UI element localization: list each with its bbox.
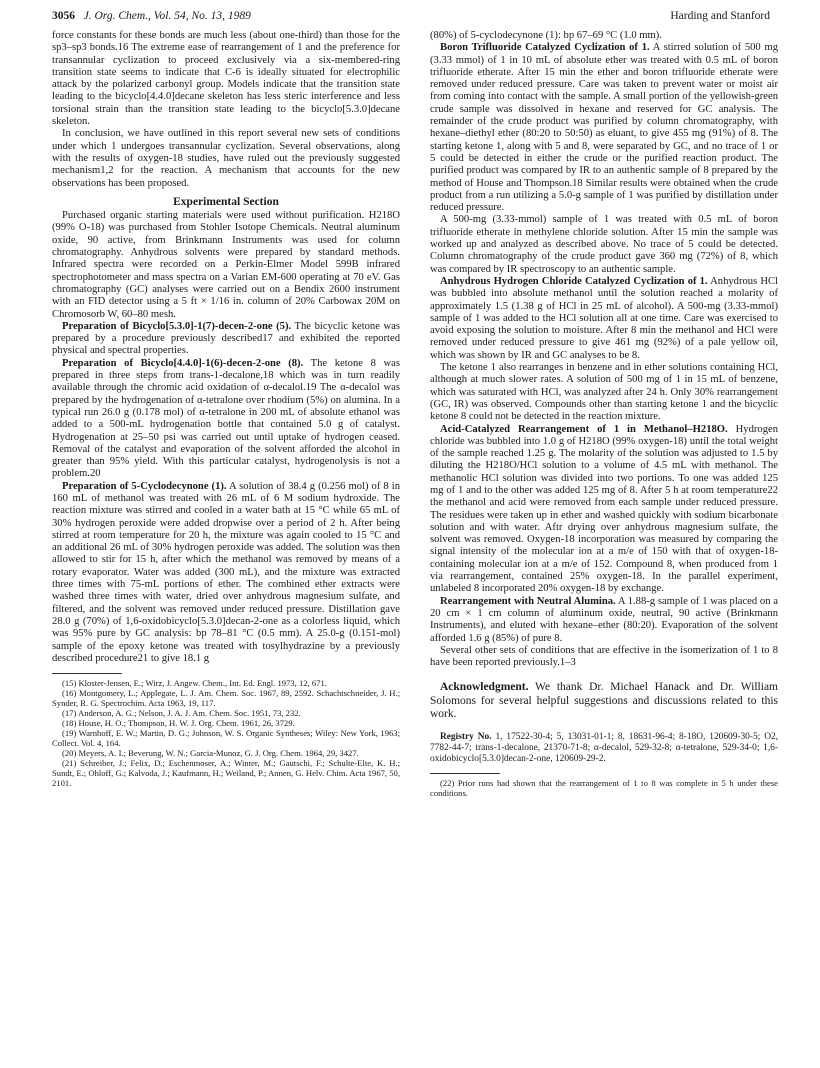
hcl-text: Anhydrous HCl was bubbled into absolute methanol until the solution reached a molarity of approximately 1.5 (1.38 g of HCl in 25 mL of alcohol). A 500-mg (3.33-mmol) sample of 1 was added to the HCl solution all at one time. Care was exercised to avoid exposing the solution to moisture. After 8 min the methanol and HCl were removed under reduced pressure to give 461 mg (92%) of a pale yellow oil, which was shown by IR and GC analyses to be 8.: [430, 275, 779, 361]
paragraph-prep-bicyclo-440: [52, 358, 400, 481]
paragraph-hcl-cyclization: [430, 276, 778, 362]
section-heading-experimental: Experimental Section: [173, 195, 279, 208]
paragraph-bf3-second-run: A 500-mg (3.33-mmol) sample of 1 was treated with 0.5 mL of boron trifluoride etherate in methylene chloride solution. After 15 min the sample was worked up and analyzed as described above. No trace of 5 could be detected. Column chromatography of the crude product gave 360 mg (72%) of 8, which was compared by IR spectroscopy to an authentic sample.: [430, 214, 778, 275]
left-column: [52, 30, 400, 788]
registry-text: 1, 17522-30-4; 5, 13031-01-1; 8, 18631-96-4; 8-18O, 120609-30-5; O2, 7782-44-7; trans-1-decalone, 21370-71-8; α-decalol, 529-32-8; α-tetralone, 529-34-0; 1,6-oxidobicyclo[5.3.0]decan-2-one, 120609-29-2.: [430, 731, 778, 764]
paragraph-intro-1: force constants for these bonds are much less (about one-third) than those for the sp3–sp3 bonds.16 The extreme ease of rearrangement of 1 and the preference for transannular cyclization to proceed exclusively via a six-membered-ring transition state seems to indicate that C-6 is ideally situated for electrophilic attack by the polarized carbonyl group. Models indicate that the transition state leading to the bicyclo[4.4.0]decane skeleton has less steric interference and less torsional strain than the transition state leading to the bicyclo[5.3.0]decane skeleton.: [52, 30, 400, 128]
run-in-title-hcl: Anhydrous Hydrogen Chloride Catalyzed Cyclization of 1.: [440, 275, 708, 287]
page-number: 3056: [52, 10, 75, 22]
footnote-rule-right: [430, 773, 500, 774]
footnote-20: (20) Meyers, A. I.; Beverung, W. N.; Garcia-Munoz, G. J. Org. Chem. 1964, 29, 3427.: [62, 748, 359, 759]
paragraph-continuation: (80%) of 5-cyclodecynone (1): bp 67–69 °C (1.0 mm).: [430, 30, 662, 41]
header-left: [52, 8, 251, 24]
footnote-rule: [52, 673, 122, 674]
paragraph-alumina: [430, 596, 778, 645]
footnote-18: (18) House, H. O.; Thompson, H. W. J. Org. Chem. 1961, 26, 3729.: [62, 718, 295, 729]
footnote-16: (16) Montgomery, L.; Applegate, L. J. Am. Chem. Soc. 1967, 89, 2592. Schachtschneider, J. H.; Synder, R. G. Spectrochim. Acta 1963, 19, 117.: [52, 688, 400, 709]
paragraph-hcl-benzene: The ketone 1 also rearranges in benzene and in ether solutions containing HCl, although at much slower rates. A solution of 500 mg of 1 in 15 mL of benzene, which was saturated with HCl, was analyzed after 24 h. Only 30% rearrangement (GC, IR) was observed. Compounds other than starting ketone 1 and the bicyclic ketone 8 could not be detected in the reaction mixture.: [430, 362, 778, 423]
paragraph-acid-rearrangement: [430, 424, 778, 596]
registry-numbers: [430, 732, 778, 765]
bf3-text: A stirred solution of 500 mg (3.33 mmol) of 1 in 10 mL of absolute ether was treated with 0.5 mL of boron trifluoride etherate. After 15 min the ether and boron trifluoride etherate were removed under reduced pressure. Care was taken to prevent water or moist air from coming into contact with the sample. A small portion of the yellowish-green crude sample was dissolved in hexane and reserved for GC analysis. The remainder of the crude product was purified by column chromatography, with hexane–diethyl ether (80:20 to 50:50) as eluant, to give 455 mg (91%) of 8. The starting ketone 1, along with 5 and 8, were separated by GC, and no trace of 1 or 5 could be detected in either the crude or the purified reaction product. The purified product was compared by IR to an authentic sample of 8 prepared by the method of House and Thompson.18 Similar results were obtained when the crude product from a run utilizing a 5.0-g sample of 1 was purified by distillation under reduced pressure.: [430, 42, 778, 214]
run-in-title-prep-8: Preparation of Bicyclo[4.4.0]-1(6)-decen-2-one (8).: [62, 357, 304, 369]
run-in-title-prep-1: Preparation of 5-Cyclodecynone (1).: [62, 480, 227, 492]
journal-citation: J. Org. Chem., Vol. 54, No. 13, 1989: [83, 10, 251, 22]
prep-8-text: The ketone 8 was prepared in three steps from trans-1-decalone,18 which was in turn readily available through the chromic acid oxidation of α-decalol.19 The α-decalol was prepared by the hydrogenation of α-tetralone over rhodium (5%) on alumina. In a typical run 26.0 g (0.178 mol) of α-tetralone in 200 mL of absolute ethanol was added to a 500-mL hydrogenation bottle that contained 5.0 g of catalyst. Hydrogenation at 25–50 psi was carried out until uptake of hydrogen ceased. Removal of the catalyst and evaporation of the solvent afforded the alcohol in greater than 95% yield. With this particular catalyst, hydrogenolysis is not a problem.20: [52, 357, 400, 480]
acknowledgment-title: Acknowledgment.: [440, 681, 529, 694]
run-in-title-bf3: Boron Trifluoride Catalyzed Cyclization of 1.: [440, 42, 650, 54]
paragraph-experimental-general: Purchased organic starting materials were used without purification. H218O (99% O-18) was purchased from Stohler Isotope Chemicals. Neutral aluminum oxide, 90 active, from Brinkmann Instruments was used for column chromatography. Anhydrous solvents were prepared by standard methods. Infrared spectra were recorded on a Perkin-Elmer Model 599B infrared spectrophotometer and mass spectra on a Varian EM-600 operating at 70 eV. Gas chromatography (GC) analyses were carried out on a Bendix 2600 instrument with an FID detector using a 5 ft × 1/16 in. column of 20% Carbowax 20M on Chromosorb W, 60–80 mesh.: [52, 210, 400, 320]
footnote-22: (22) Prior runs had shown that the rearrangement of 1 to 8 was complete in 5 h under these conditions.: [430, 777, 778, 798]
paragraph-intro-2: In conclusion, we have outlined in this report several new sets of conditions under which 1 undergoes transannular cyclization. Several observations, along with the results of oxygen-18 studies, have ruled out the previously suggested mechanism1,2 for the reaction. A mechanism that accounts for the new observations has been proposed.: [52, 128, 400, 189]
footnote-21: (21) Schreiber, J.; Felix, D.; Eschenmoser, A.; Winter, M.; Gautschi, F.; Schulte-Elte, K. H.; Sundt, E.; Ohloff, G.; Kalvoda, J.; Kaufmann, H.; Weiland, P.; Annen, G. Helv. Chim. Acta 1967, 50, 2101.: [52, 758, 400, 789]
footnote-17: (17) Anderson, A. G.; Nelson, J. A. J. Am. Chem. Soc. 1951, 73, 232.: [62, 708, 301, 719]
acknowledgment: [430, 681, 778, 722]
prep-1-text: A solution of 38.4 g (0.256 mol) of 8 in 160 mL of methanol was treated with 26 mL of 6 M sodium hydroxide. The reaction mixture was stirred and cooled in a water bath at 15 °C while 65 mL of 30% hydrogen peroxide were added dropwise over a period of 2 h. After being stirred at room temperature for 20 h, the mixture was again cooled to 15 °C and an additional 26 mL of 30% hydrogen peroxide was added. The solution was then allowed to stir for 15 h, after which the methanol was removed by means of a rotary evaporator. Water was added (300 mL), and the mixture was extracted three times with 75-mL portions of ether. The combined ether extracts were washed three times with water, dried over anhydrous magnesium sulfate, and filtered, and the solvent was removed under reduced pressure. Distillation gave 28.0 g (70%) of 1,6-oxidobicyclo[5.3.0]decan-2-one as a colorless liquid, which was 95% pure by GC analysis: bp 78–81 °C (0.5 mm). A 25.0-g (0.151-mol) sample of the epoxy ketone was treated with tosylhydrazine by a previously described procedure21 to give 18.1 g: [52, 480, 400, 664]
paragraph-prep-cyclodecynone: [52, 481, 400, 665]
run-in-title-acid: Acid-Catalyzed Rearrangement of 1 in Methanol–H218O.: [440, 423, 728, 435]
paragraph-prep-bicyclo-530: [52, 321, 400, 358]
paragraph-bf3-cyclization: [430, 42, 778, 214]
page-header: [52, 8, 770, 24]
run-in-title-prep-5: Preparation of Bicyclo[5.3.0]-1(7)-decen-2-one (5).: [62, 320, 292, 332]
run-in-title-alumina: Rearrangement with Neutral Alumina.: [440, 595, 616, 607]
footnote-15: (15) Kloster-Jensen, E.; Wirz, J. Angew. Chem., Int. Ed. Engl. 1973, 12, 671.: [62, 678, 327, 689]
registry-title: Registry No.: [440, 731, 492, 742]
acid-text: Hydrogen chloride was bubbled into 1.0 g of H218O (99% oxygen-18) until the total weight of the sample reached 1.25 g. The molarity of the solution was adjusted to 1.5 by diluting the H218O/HCl solution to a volume of 4.5 mL with methanol. The methanolic HCl solution was divided into two portions. To one was added 125 mg of 1 and to the other was added 125 mg of 8. After 5 h at room temperature22 the methanol and acid were removed from each sample under reduced pressure. The residues were taken up in ether and washed quickly with sodium bicarbonate solution and with water. Aftr drying over anhydrous magnesium sulfate, the solvent was removed. Oxygen-18 incorporation was measured by comparing the signal intensity of the molecular ion at a m/e of 150 with that of oxygen-18-containing molecular ion at a m/e of 152. Compound 8, when produced from 1 via rearrangement, contained 25% oxygen-18. In the parallel experiment, unlabeled 8 incorporated 20% oxygen-18 by exchange.: [430, 423, 778, 595]
paragraph-other-conditions: Several other sets of conditions that are effective in the isomerization of 1 to 8 have been reported previously.1–3: [430, 644, 778, 669]
alumina-text: A 1.88-g sample of 1 was placed on a 20 cm × 1 cm column of aluminum oxide, neutral, 90 active (Brinkmann Instruments), and eluted with hexane–ether (80:20). Evaporation of the solvent afforded 1.6 g (85%) of pure 8.: [430, 595, 778, 644]
footnote-19: (19) Warnhoff, E. W.; Martin, D. G.; Johnson, W. S. Organic Syntheses; Wiley: New York, 1963; Collect. Vol. 4, 164.: [52, 728, 400, 749]
running-authors: Harding and Stanford: [670, 10, 770, 22]
right-column: [430, 30, 778, 798]
acknowledgment-text: We thank Dr. Michael Hanack and Dr. William Solomons for several helpful suggestions and discussions related to this work.: [430, 681, 778, 721]
prep-5-text: The bicyclic ketone was prepared by a procedure previously described17 and exhibited the reported physical and spectral properties.: [52, 320, 400, 357]
